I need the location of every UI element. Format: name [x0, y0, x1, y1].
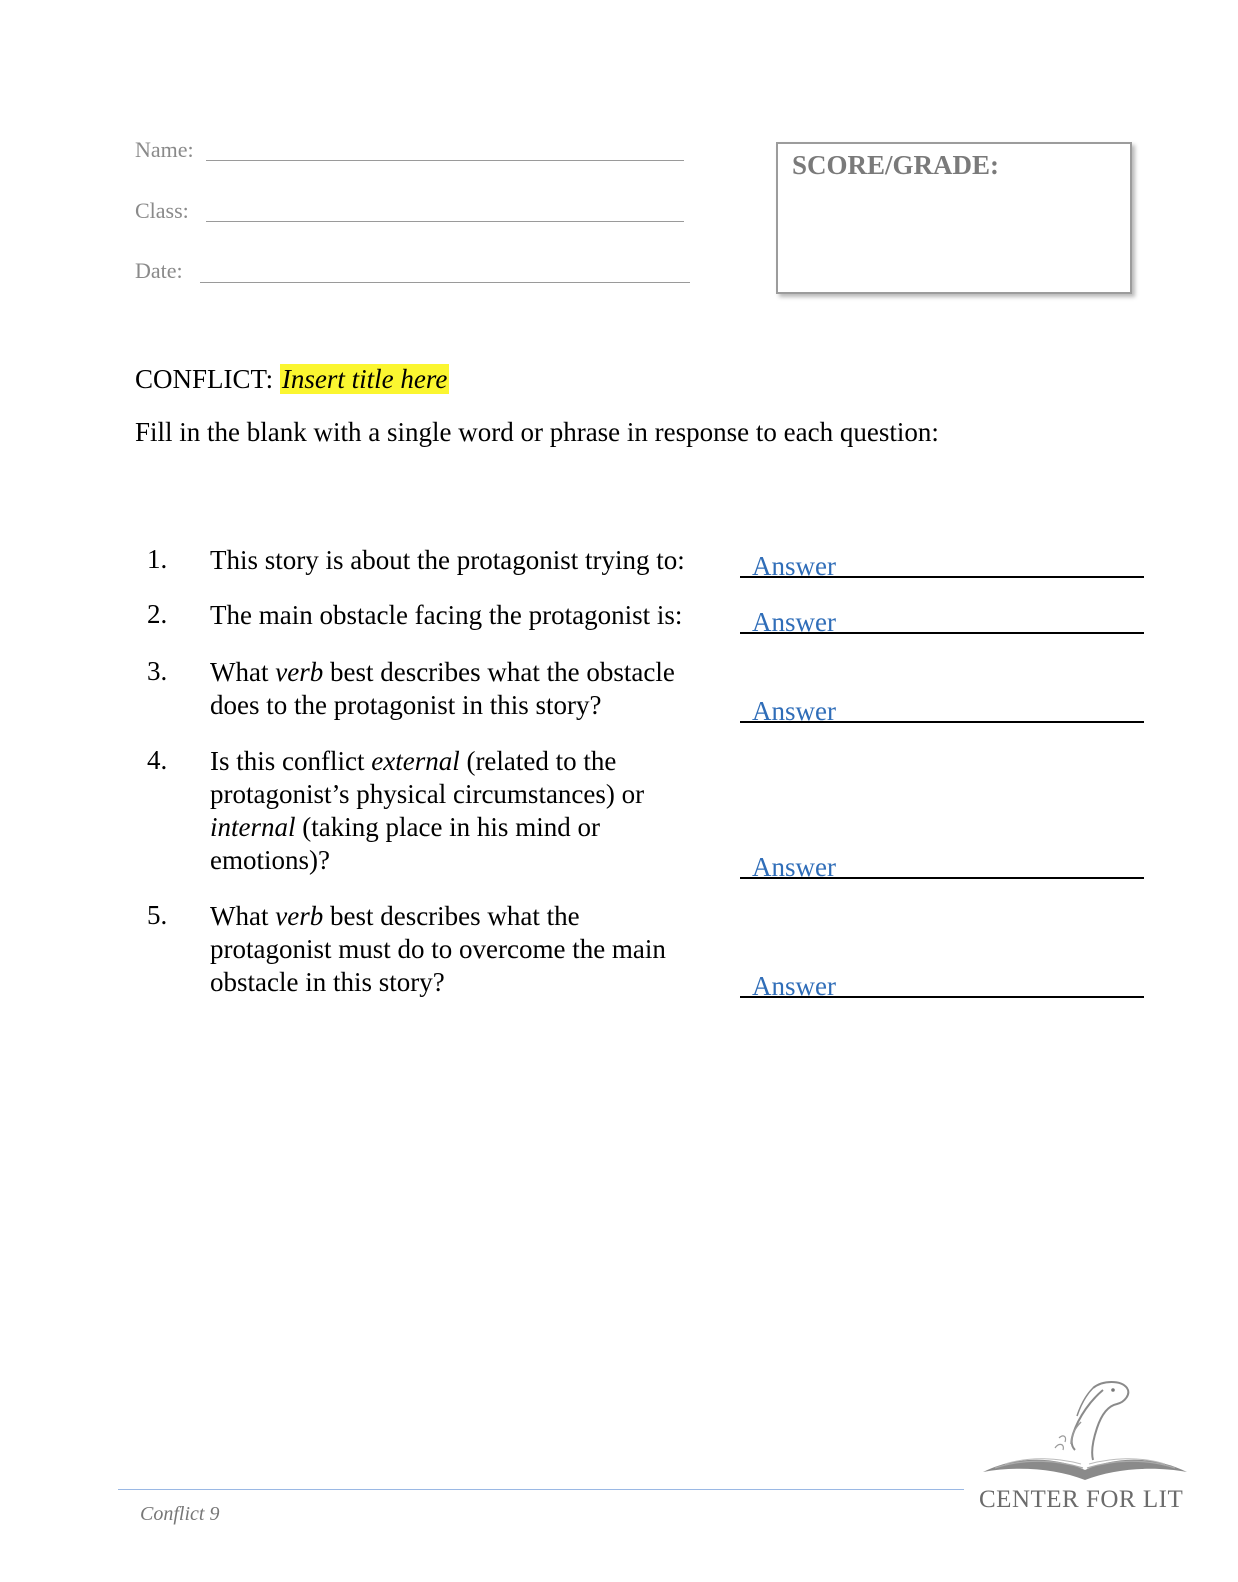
question-number: 3.: [147, 656, 168, 686]
date-label: Date:: [135, 258, 183, 283]
conflict-title: [135, 364, 449, 395]
instruction-text: Fill in the blank with a single word or phrase in response to each question:: [135, 417, 939, 447]
question-emphasis: verb: [275, 657, 324, 687]
class-input-line[interactable]: [206, 221, 684, 222]
score-grade-box: [776, 142, 1132, 294]
class-label: Class:: [135, 198, 189, 223]
question-number: 1.: [147, 544, 168, 574]
question-text: [210, 900, 705, 999]
answer-placeholder[interactable]: Answer: [752, 696, 836, 726]
answer-field[interactable]: [740, 845, 1144, 882]
question-text: [210, 745, 690, 877]
question-text: [210, 656, 720, 722]
answer-field[interactable]: [740, 689, 1144, 726]
answer-placeholder[interactable]: Answer: [752, 607, 836, 637]
question-text-part: best describes what the protagonist must do to overcome the main obstacle in this story?: [210, 901, 666, 997]
answer-field[interactable]: [740, 964, 1144, 1001]
pelican-book-icon: [975, 1376, 1195, 1486]
question-text-part: (related to the protagonist’s physical circumstances) or: [210, 746, 645, 809]
name-input-line[interactable]: [206, 160, 684, 161]
question-text-part: (taking place in his mind or emotions)?: [210, 812, 600, 875]
logo-text: CENTER FOR LIT: [979, 1486, 1184, 1513]
question-text-part: What: [210, 657, 276, 687]
question-text-part: best describes what the obstacle does to the protagonist in this story?: [210, 657, 675, 720]
title-placeholder[interactable]: Insert title here: [281, 364, 448, 394]
answer-placeholder[interactable]: Answer: [752, 852, 836, 882]
question-emphasis: internal: [210, 812, 296, 842]
question-text-part: Is this conflict: [210, 746, 372, 776]
footer-page-label: Conflict 9: [140, 1503, 220, 1525]
answer-field[interactable]: [740, 600, 1144, 637]
question-emphasis: external: [371, 746, 460, 776]
question-text-part: What: [210, 901, 276, 931]
answer-placeholder[interactable]: Answer: [752, 971, 836, 1001]
footer-divider: [118, 1489, 964, 1490]
question-number: 4.: [147, 745, 168, 775]
question-number: 2.: [147, 599, 168, 629]
question-text: This story is about the protagonist trying to:: [210, 545, 685, 575]
question-emphasis: verb: [275, 901, 324, 931]
name-label: Name:: [135, 137, 194, 162]
question-number: 5.: [147, 900, 168, 930]
score-grade-label: SCORE/GRADE:: [792, 150, 1000, 180]
answer-field[interactable]: [740, 544, 1144, 581]
answer-placeholder[interactable]: Answer: [752, 551, 836, 581]
center-for-lit-logo: [975, 1376, 1195, 1526]
conflict-prefix: CONFLICT:: [135, 364, 274, 394]
date-input-line[interactable]: [200, 282, 690, 283]
question-text: The main obstacle facing the protagonist is:: [210, 600, 683, 630]
